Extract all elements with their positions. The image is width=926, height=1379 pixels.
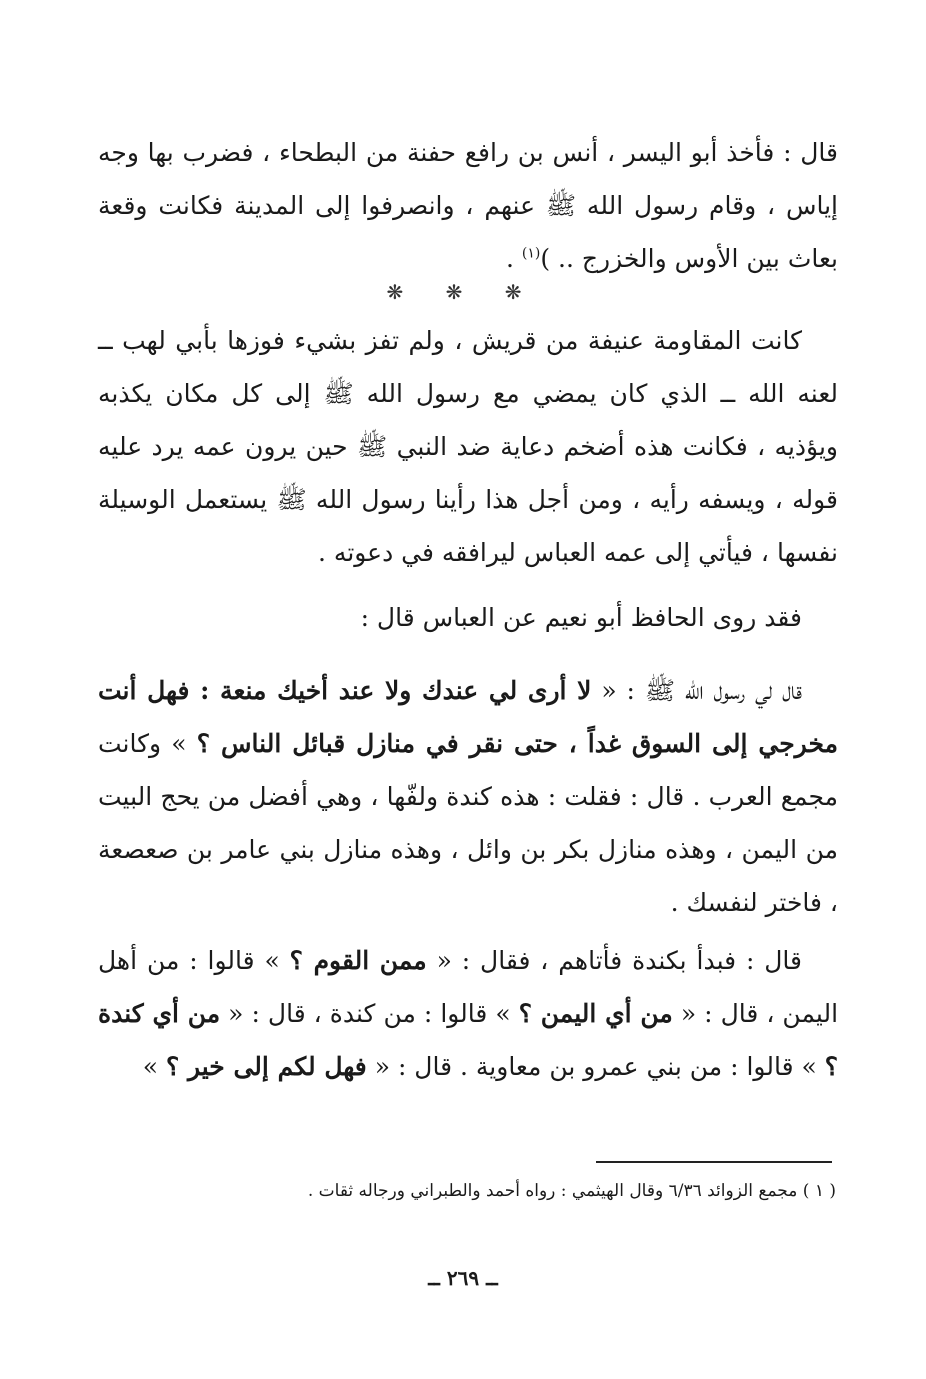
paragraph-4-rest: » وكانت مجمع العرب . قال : فقلت : هذه كندة ولفّها ، وهي أفضل من يحج البيت من اليمن ، وهذه منازل بكر بن وائل ، وهذه منازل بني عامر بن صعصعة ، فاختر لنفسك . (98, 729, 838, 917)
paragraph-1-end: . (505, 244, 522, 273)
paragraph-1 (98, 126, 838, 285)
paragraph-5-quote-1: ممن القوم ؟ (289, 946, 427, 975)
paragraph-4 (98, 664, 838, 929)
footnote-text: ( ١ ) مجمع الزوائد ٦/٣٦ وقال الهيثمي : رواه أحمد والطبراني ورجاله ثقات . (307, 1181, 836, 1201)
paragraph-1-text: قال : فأخذ أبو اليسر ، أنس بن رافع حفنة من البطحاء ، فضرب بها وجه إياس ، وقام رسول الله ﷺ عنهم ، وانصرفوا إلى المدينة فكانت وقعة بعاث بين الأوس والخزرج .. ) (98, 138, 838, 273)
paragraph-2 (98, 314, 838, 579)
paragraph-5-part-4: » قالوا : من بني عمرو بن معاوية . قال : « (366, 1052, 825, 1081)
paragraph-5-part-5: » (142, 1052, 166, 1081)
paragraph-4-lead: قال لي رسول الله ﷺ : « (591, 676, 802, 705)
page-number: ــ ٢٦٩ ــ (428, 1266, 498, 1290)
paragraph-3-text: فقد روى الحافظ أبو نعيم عن العباس قال : (360, 603, 802, 632)
paragraph-5 (98, 934, 838, 1093)
paragraph-5-quote-3: من أي كندة ؟ (98, 999, 838, 1081)
paragraph-2-text: كانت المقاومة عنيفة من قريش ، ولم تفز بشيء فوزها بأبي لهب ــ لعنه الله ــ الذي كان يمضي مع رسول الله ﷺ إلى كل مكان يكذبه ويؤذيه ، فكانت هذه أضخم دعاية ضد النبي ﷺ حين يرون عمه يرد عليه قوله ، ويسفه رأيه ، ومن أجل هذا رأينا رسول الله ﷺ يستعمل الوسيلة نفسها ، فيأتي إلى عمه العباس ليرافقه في دعوته . (98, 326, 838, 567)
paragraph-5-part-1: قال : فبدأ بكندة فأتاهم ، فقال : « (426, 946, 802, 975)
paragraph-5-part-2: » قالوا : من أهل اليمن ، قال : « (98, 946, 839, 1028)
footnote-reference[interactable]: (١) (521, 245, 541, 262)
section-separator: ❋ ❋ ❋ (386, 280, 540, 304)
footnote-divider (596, 1161, 832, 1163)
paragraph-5-part-3: » قالوا : من كندة ، قال : « (220, 999, 519, 1028)
paragraph-5-quote-4: فهل لكم إلى خير ؟ (166, 1052, 367, 1081)
paragraph-4-quote: لا أرى لي عندك ولا عند أخيك منعة : فهل أنت مخرجي إلى السوق غداً ، حتى نقر في منازل قبائل الناس ؟ (98, 676, 839, 758)
paragraph-5-quote-2: من أي اليمن ؟ (518, 999, 673, 1028)
paragraph-3 (98, 591, 838, 644)
